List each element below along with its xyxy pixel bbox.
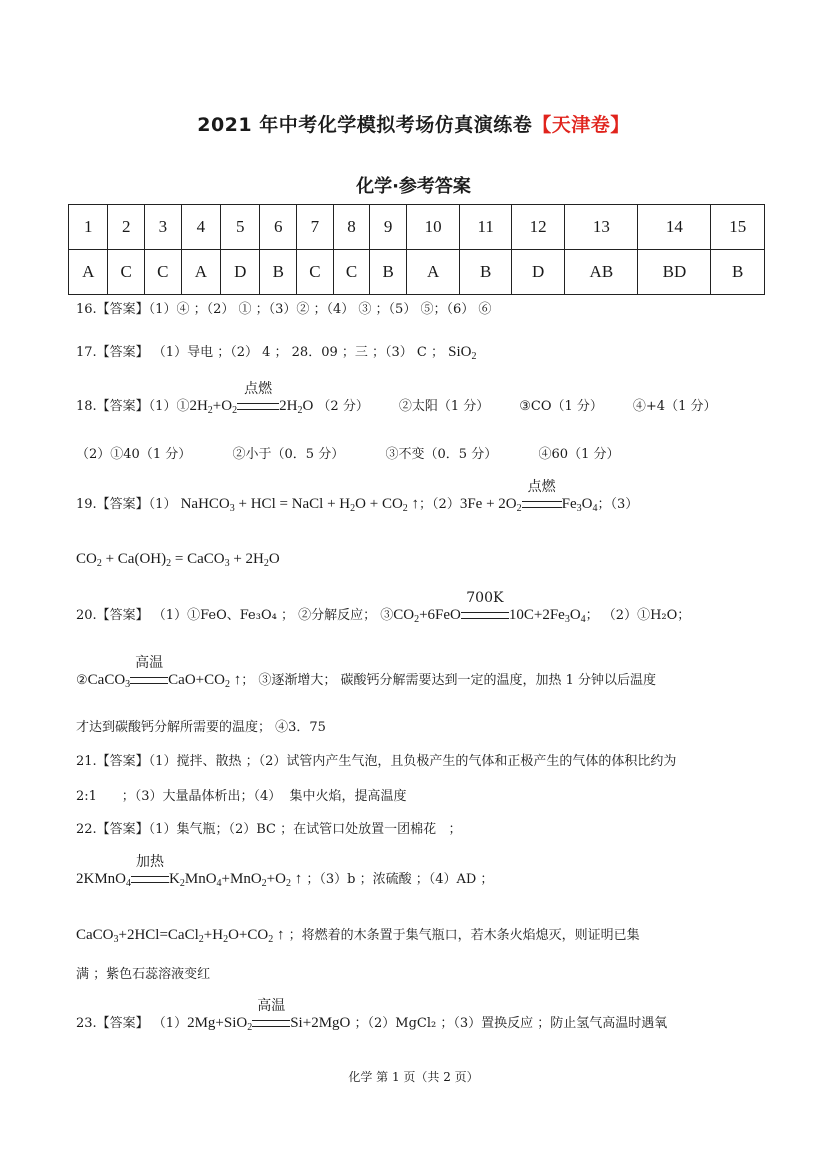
answer-19-prefix: 19.【答案】（1）	[76, 497, 177, 512]
answer-23: 23.【答案】 （1）2Mg+SiO$_2$ 高温 Si+2MgO ；（2）MgCl₂ ；（3）置换反应 ；防止氢气高温时遇氧	[76, 998, 668, 1033]
question-number-cell: 1	[69, 205, 108, 250]
answer-16: 16.【答案】（1）④ ；（2） ① ；（3）② ；（4） ③ ；（5） ⑤；（6） ⑥	[76, 302, 492, 317]
answer-cell: B	[460, 250, 512, 295]
answer-18-p4: ④+4（1 分）	[632, 399, 717, 414]
answer-cell: C	[333, 250, 370, 295]
answer-17-sio2: SiO	[448, 344, 472, 360]
question-number-cell: 2	[108, 205, 145, 250]
answer-21-line2: 2:1 ；（3）大量晶体析出；（4） 集中火焰，提高温度	[76, 789, 407, 804]
reaction-condition-text: 点燃	[527, 479, 556, 495]
answer-19-end: ；（3）	[597, 497, 639, 512]
question-number-cell: 14	[638, 205, 711, 250]
answer-cell: B	[711, 250, 765, 295]
answer-22-end: ；将燃着的木条置于集气瓶口，若木条火焰熄灭，则证明已集	[288, 928, 640, 943]
reaction-condition-arrow	[522, 479, 562, 515]
reaction-condition-arrow	[237, 381, 279, 417]
question-number-cell: 9	[370, 205, 407, 250]
answer-cell: C	[108, 250, 145, 295]
reaction-condition-text: 700K	[466, 590, 504, 606]
answer-17	[76, 342, 476, 363]
answer-cell: D	[221, 250, 260, 295]
answer-cell: AB	[565, 250, 638, 295]
answer-23-prefix: 23.【答案】 （1）	[76, 1016, 188, 1031]
title-highlight: 【天津卷】	[532, 114, 630, 136]
question-number-cell: 12	[511, 205, 564, 250]
answer-cell: D	[511, 250, 564, 295]
answer-18-p1: （2 分）	[317, 399, 369, 414]
answer-table	[68, 204, 765, 295]
answer-cell: B	[370, 250, 407, 295]
question-number-cell: 13	[565, 205, 638, 250]
answer-18-p2: ②太阳（1 分）	[398, 399, 490, 414]
answer-23-end: ；（2）MgCl₂ ；（3）置换反应 ；防止氢气高温时遇氧	[354, 1016, 668, 1031]
answer-18-line2: （2）①40（1 分） ②小于（0．5 分） ③不变（0．5 分） ④60（1 分）	[76, 447, 620, 462]
answer-cell: A	[406, 250, 459, 295]
answer-cell: A	[181, 250, 220, 295]
question-number-cell: 5	[221, 205, 260, 250]
question-number-cell: 10	[406, 205, 459, 250]
answer-22-line2: 2KMnO$_4$ 加热 $K_2MnO_4+MnO_2+O_2$ ↑ ；（3）b ；浓硫酸 ；（4）AD ；	[76, 854, 494, 889]
answer-20-end: ； （2）①H₂O；	[585, 608, 691, 623]
subtitle: 化学·参考答案	[356, 176, 471, 197]
reaction-condition-text: 高温	[257, 998, 286, 1014]
reaction-condition-arrow	[131, 854, 169, 890]
reaction-condition-arrow	[130, 655, 168, 691]
answer-19-line2: $CO_2 + Ca(OH)_2$ = CaCO$_3$ + $2H_2O$	[76, 551, 280, 569]
answer-17-formula: SiO$_2$	[448, 344, 477, 362]
title-main: 2021 年中考化学模拟考场仿真演练卷	[197, 114, 533, 136]
answer-cell: B	[260, 250, 297, 295]
question-number-cell: 8	[333, 205, 370, 250]
answer-table-number-row	[69, 205, 765, 250]
reaction-condition-arrow	[252, 998, 290, 1034]
question-number-cell: 11	[460, 205, 512, 250]
reaction-condition-text: 高温	[135, 655, 164, 671]
answer-20-mid: ； ③逐渐增大； 碳酸钙分解需要达到一定的温度，加热 1 分钟以后温度	[241, 673, 657, 688]
answer-22-mid: ；（3）b ；浓硫酸 ；（4）AD ；	[306, 872, 494, 887]
answer-table-answer-row	[69, 250, 765, 295]
question-number-cell: 4	[181, 205, 220, 250]
answer-20-line3: 才达到碳酸钙分解所需要的温度； ④3．75	[76, 720, 326, 735]
question-number-cell: 3	[145, 205, 182, 250]
answer-18-p3: ③CO（1 分）	[519, 399, 603, 414]
answer-20-line1: 20.【答案】 （1）①FeO、Fe₃O₄ ； ②分解反应； $③CO_2+6FeO$ 700K $10C+2Fe_3O_4$； （2）①H₂O；	[76, 590, 691, 625]
question-number-cell: 15	[711, 205, 765, 250]
answer-18-line1: 18.【答案】$(1)①2H_2+O_2$ 点燃 $2H_2O$ （2 分） ②太阳（1 分） ③CO（1 分） ④+4（1 分）	[76, 381, 717, 416]
answer-20-line2: ②CaCO$_3$ 高温 $CaO+CO_2$ ↑； ③逐渐增大； 碳酸钙分解需要达到一定的温度，加热 1 分钟以后温度	[76, 655, 657, 690]
page-title	[0, 110, 827, 137]
reaction-condition-arrow	[461, 590, 509, 626]
answer-18-prefix: 18.【答案】（1）①	[76, 399, 190, 414]
answer-22-line4: 满 ；紫色石蕊溶液变红	[76, 967, 211, 982]
answer-cell: BD	[638, 250, 711, 295]
answer-cell: C	[297, 250, 334, 295]
answer-22-line3: $CaCO_3+2HCl=CaCl_2+H_2O+CO_2$ ↑ ；将燃着的木条置于集气瓶口，若木条火焰熄灭，则证明已集	[76, 927, 640, 945]
answer-20-prefix: 20.【答案】 （1）①FeO、Fe₃O₄ ； ②分解反应； ③	[76, 608, 394, 623]
answer-cell: A	[69, 250, 108, 295]
answer-19-mid: ；（2）	[419, 497, 460, 512]
answer-cell: C	[145, 250, 182, 295]
answer-21-line1: 21.【答案】（1）搅拌、散热 ；（2）试管内产生气泡，且负极产生的气体和正极产生的气体的体积比约为	[76, 754, 677, 769]
answer-17-text: 17.【答案】 （1）导电 ；（2） 4 ； 28．09 ；三 ；（3） C ；	[76, 345, 444, 360]
answer-19-line1: 19.【答案】（1） NaHCO$_3$ + HCl = NaCl + $H_2O + CO_2$ ↑；$(2)3Fe + 2O_2$ 点燃 $Fe_3O_4$；（3）	[76, 479, 639, 514]
question-number-cell: 6	[260, 205, 297, 250]
reaction-condition-text: 加热	[136, 854, 165, 870]
answer-22-line1: 22.【答案】（1）集气瓶；（2）BC ；在试管口处放置一团棉花 ；	[76, 822, 462, 837]
reaction-condition-text: 点燃	[244, 381, 273, 397]
page-footer: 化学 第 1 页（共 2 页）	[348, 1070, 479, 1084]
question-number-cell: 7	[297, 205, 334, 250]
